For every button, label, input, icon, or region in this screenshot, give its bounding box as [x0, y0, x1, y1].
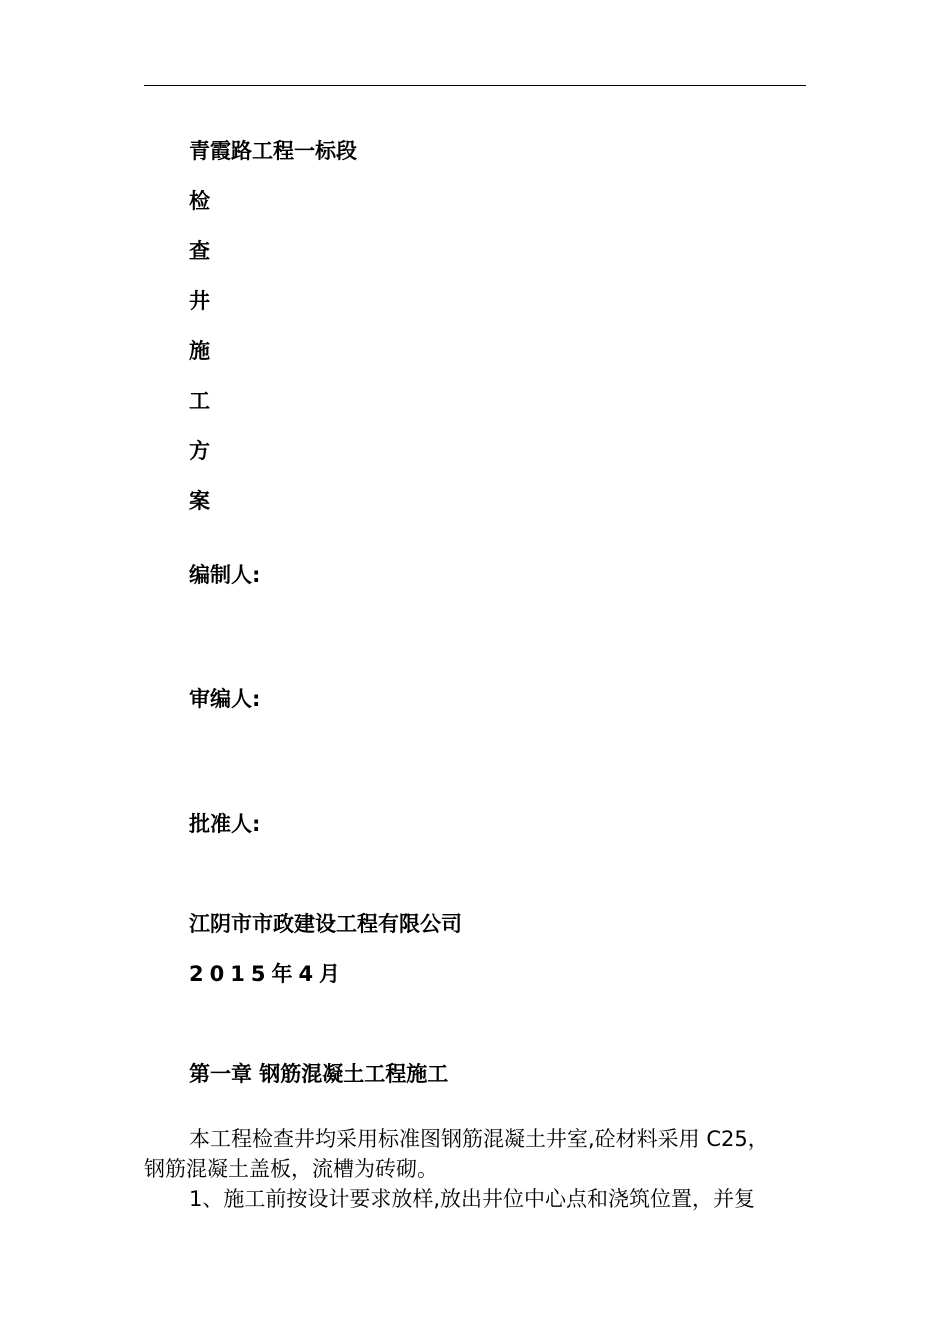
title-char-3: 井 [189, 289, 210, 313]
approver-label: 批准人: [189, 812, 261, 836]
reviewer-label: 审编人: [189, 687, 261, 711]
header-rule [144, 85, 806, 86]
title-char-4: 施 [189, 339, 210, 363]
title-char-1: 检 [189, 189, 210, 213]
compiler-label: 编制人: [189, 563, 261, 587]
chapter-heading: 第一章 钢筋混凝土工程施工 [189, 1062, 449, 1086]
title-char-5: 工 [189, 389, 210, 413]
paragraph-line-1: 本工程检查井均采用标准图钢筋混凝土井室,砼材料采用 C25， [189, 1127, 769, 1151]
document-date: 2015年4月 [189, 962, 347, 986]
title-char-6: 方 [189, 439, 210, 463]
title-char-7: 案 [189, 489, 210, 513]
company-name: 江阴市市政建设工程有限公司 [189, 912, 462, 936]
paragraph-line-2: 钢筋混凝土盖板，流槽为砖砌。 [144, 1157, 438, 1181]
title-char-2: 查 [189, 239, 210, 263]
paragraph-line-3: 1、施工前按设计要求放样,放出井位中心点和浇筑位置，并复 [189, 1187, 756, 1211]
project-name: 青霞路工程一标段 [189, 139, 357, 163]
